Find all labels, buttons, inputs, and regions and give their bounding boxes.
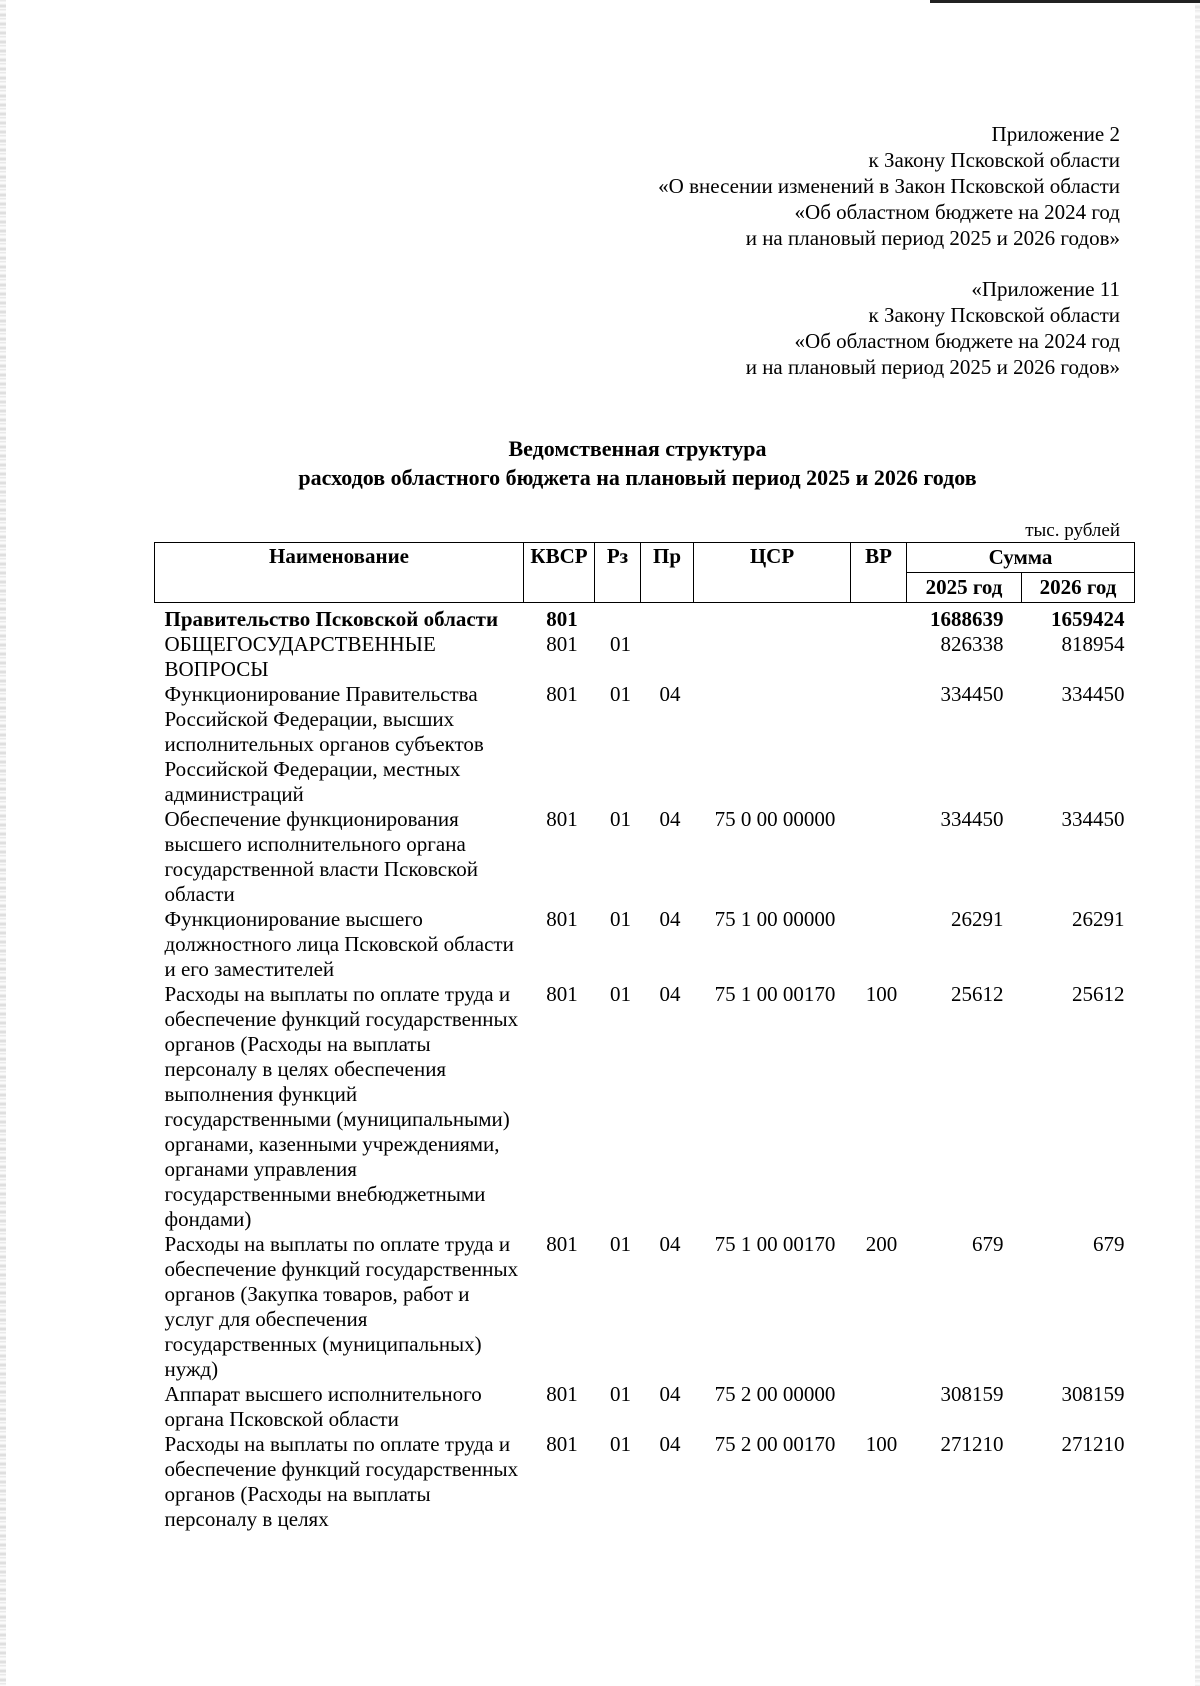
header-kvsr: КВСР bbox=[524, 543, 595, 603]
cell-csr: 75 2 00 00170 bbox=[714, 1432, 836, 1456]
cell-amount-2025: 25612 bbox=[951, 982, 1004, 1006]
cell-rz: 01 bbox=[610, 982, 631, 1006]
table-row bbox=[155, 1432, 1135, 1532]
cell-amount-2026: 818954 bbox=[1061, 632, 1125, 656]
table-row bbox=[155, 1382, 1135, 1432]
cell-vr: 200 bbox=[865, 1232, 898, 1256]
cell-pr: 04 bbox=[659, 982, 681, 1006]
cell-amount-2025: 826338 bbox=[940, 632, 1004, 656]
cell-amount-2026: 679 bbox=[1093, 1232, 1125, 1256]
appendix-line: и на плановый период 2025 и 2026 годов» bbox=[745, 355, 1120, 379]
cell-amount-2025: 271210 bbox=[940, 1432, 1004, 1456]
header-year-2025: 2025 год bbox=[907, 573, 1022, 603]
cell-kvsr: 801 bbox=[546, 1232, 578, 1256]
cell-csr: 75 2 00 00000 bbox=[714, 1382, 836, 1406]
cell-kvsr: 801 bbox=[546, 1432, 578, 1456]
cell-amount-2025: 334450 bbox=[940, 807, 1004, 831]
cell-rz: 01 bbox=[610, 1382, 631, 1406]
appendix-line: «Приложение 11 bbox=[971, 277, 1120, 301]
cell-amount-2026: 26291 bbox=[1072, 907, 1125, 931]
cell-kvsr: 801 bbox=[546, 632, 578, 656]
appendix-line: «Об областном бюджете на 2024 год bbox=[794, 329, 1120, 353]
cell-kvsr: 801 bbox=[546, 1382, 578, 1406]
cell-csr: 75 1 00 00000 bbox=[714, 907, 836, 931]
appendix-original bbox=[746, 276, 1120, 380]
document-title bbox=[0, 434, 1200, 492]
cell-csr: 75 1 00 00170 bbox=[714, 982, 836, 1006]
scan-edge-right bbox=[1195, 0, 1200, 1686]
cell-rz: 01 bbox=[610, 807, 631, 831]
title-line-1: Ведомственная структура bbox=[508, 436, 767, 461]
cell-pr bbox=[641, 603, 694, 633]
table-row bbox=[155, 603, 1135, 633]
cell-vr bbox=[851, 1382, 907, 1432]
cell-amount-2026: 308159 bbox=[1061, 1382, 1125, 1406]
cell-kvsr: 801 bbox=[546, 607, 578, 631]
appendix-line: «Об областном бюджете на 2024 год bbox=[794, 200, 1120, 224]
cell-kvsr: 801 bbox=[546, 982, 578, 1006]
cell-amount-2026: 334450 bbox=[1061, 682, 1125, 706]
table-header bbox=[155, 543, 1135, 603]
title-line-2: расходов областного бюджета на плановый период 2025 и 2026 годов bbox=[298, 465, 977, 490]
header-year-2026: 2026 год bbox=[1022, 573, 1135, 603]
cell-pr: 04 bbox=[659, 1232, 681, 1256]
cell-name: Правительство Псковской области bbox=[164, 607, 499, 631]
header-vr: ВР bbox=[851, 543, 907, 603]
cell-name: ОБЩЕГОСУДАРСТВЕННЫЕ ВОПРОСЫ bbox=[164, 632, 436, 681]
cell-pr: 04 bbox=[659, 1432, 681, 1456]
cell-csr: 75 0 00 00000 bbox=[714, 807, 836, 831]
appendix-line: и на плановый период 2025 и 2026 годов» bbox=[745, 226, 1120, 250]
table-row bbox=[155, 682, 1135, 807]
header-name: Наименование bbox=[155, 543, 524, 603]
appendix-line: к Закону Псковской области bbox=[868, 303, 1120, 327]
cell-rz: 01 bbox=[610, 1432, 631, 1456]
appendix-line: к Закону Псковской области bbox=[868, 148, 1120, 172]
cell-kvsr: 801 bbox=[546, 682, 578, 706]
cell-vr bbox=[851, 682, 907, 807]
header-pr: Пр bbox=[641, 543, 694, 603]
cell-vr bbox=[851, 632, 907, 682]
cell-pr: 04 bbox=[659, 807, 681, 831]
cell-vr bbox=[851, 603, 907, 633]
cell-amount-2025: 26291 bbox=[951, 907, 1004, 931]
cell-kvsr: 801 bbox=[546, 907, 578, 931]
scan-artifact-bar bbox=[930, 0, 1200, 3]
cell-pr: 04 bbox=[659, 682, 681, 706]
cell-amount-2025: 1688639 bbox=[930, 607, 1004, 631]
cell-rz: 01 bbox=[610, 632, 631, 656]
cell-amount-2026: 271210 bbox=[1061, 1432, 1125, 1456]
cell-name: Обеспечение функционирования высшего исполнительного органа государственной власти Псковской области bbox=[164, 807, 478, 906]
cell-vr bbox=[851, 907, 907, 982]
cell-vr bbox=[851, 807, 907, 907]
cell-rz: 01 bbox=[610, 682, 631, 706]
table-row bbox=[155, 1232, 1135, 1382]
cell-name: Расходы на выплаты по оплате труда и обеспечение функций государственных органов (Закупка товаров, работ и услуг для обеспечения государственных (муниципальных) нужд) bbox=[164, 1232, 519, 1381]
header-rz: Рз bbox=[595, 543, 641, 603]
cell-amount-2025: 679 bbox=[972, 1232, 1004, 1256]
cell-vr: 100 bbox=[865, 1432, 898, 1456]
cell-csr bbox=[694, 603, 851, 633]
cell-amount-2025: 308159 bbox=[940, 1382, 1004, 1406]
cell-rz: 01 bbox=[610, 1232, 631, 1256]
table-row bbox=[155, 807, 1135, 907]
cell-kvsr: 801 bbox=[546, 807, 578, 831]
cell-vr: 100 bbox=[865, 982, 898, 1006]
cell-rz bbox=[595, 603, 641, 633]
scan-edge-left bbox=[0, 0, 6, 1686]
cell-pr: 04 bbox=[659, 907, 681, 931]
appendix-current bbox=[658, 121, 1120, 251]
cell-pr bbox=[641, 632, 694, 682]
cell-amount-2026: 25612 bbox=[1072, 982, 1125, 1006]
cell-csr bbox=[694, 632, 851, 682]
header-sum: Сумма bbox=[907, 543, 1135, 573]
cell-pr: 04 bbox=[659, 1382, 681, 1406]
cell-amount-2026: 1659424 bbox=[1051, 607, 1125, 631]
units-label: тыс. рублей bbox=[1025, 520, 1120, 541]
cell-csr: 75 1 00 00170 bbox=[714, 1232, 836, 1256]
table-row bbox=[155, 982, 1135, 1232]
cell-rz: 01 bbox=[610, 907, 631, 931]
table-row bbox=[155, 907, 1135, 982]
header-csr: ЦСР bbox=[694, 543, 851, 603]
cell-name: Расходы на выплаты по оплате труда и обеспечение функций государственных органов (Расходы на выплаты персоналу в целях обеспечения выполнения функций государственными (муниципальными) органами, казенными учреждениями, органами управления государственными внебюджетными фондами) bbox=[164, 982, 519, 1231]
cell-name: Функционирование высшего должностного лица Псковской области и его заместителей bbox=[164, 907, 514, 981]
cell-name: Аппарат высшего исполнительного органа Псковской области bbox=[164, 1382, 482, 1431]
cell-csr bbox=[694, 682, 851, 807]
cell-name: Функционирование Правительства Российской Федерации, высших исполнительных органов субъектов Российской Федерации, местных администраций bbox=[164, 682, 484, 806]
cell-amount-2026: 334450 bbox=[1061, 807, 1125, 831]
table-body bbox=[155, 603, 1135, 1533]
budget-table bbox=[154, 542, 1135, 1532]
appendix-line: «О внесении изменений в Закон Псковской области bbox=[658, 174, 1120, 198]
appendix-line: Приложение 2 bbox=[991, 122, 1120, 146]
cell-name: Расходы на выплаты по оплате труда и обеспечение функций государственных органов (Расходы на выплаты персоналу в целях bbox=[164, 1432, 519, 1531]
cell-amount-2025: 334450 bbox=[940, 682, 1004, 706]
table-row bbox=[155, 632, 1135, 682]
